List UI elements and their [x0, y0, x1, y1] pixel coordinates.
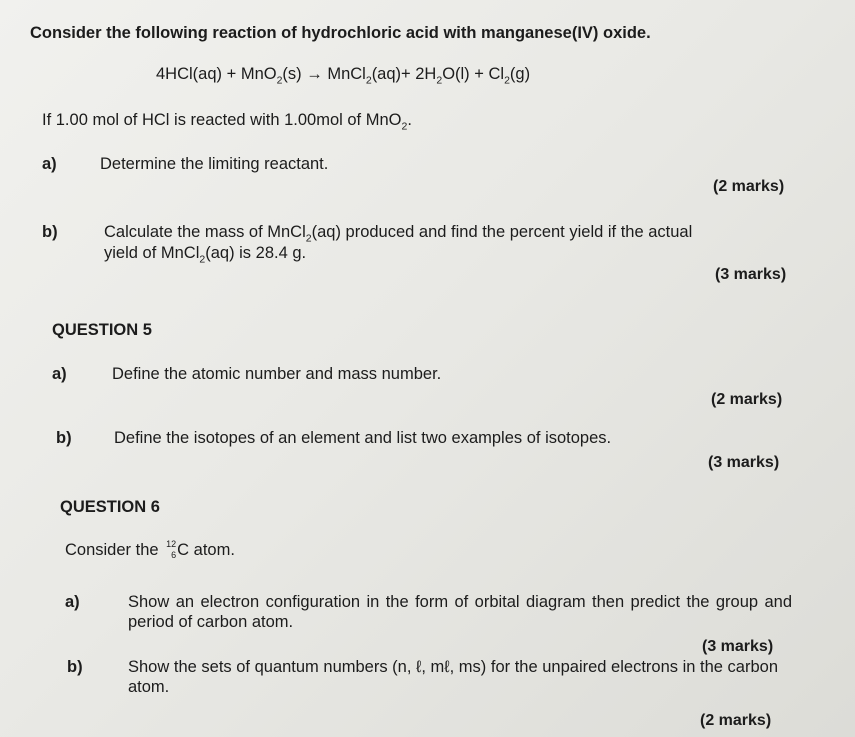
q6a-text: Show an electron configuration in the form of orbital diagram then predict the group and period of carbon atom. [128, 593, 792, 631]
intro-title: Consider the following reaction of hydrochloric acid with manganese(IV) oxide. [30, 24, 651, 42]
q4a-text: Determine the limiting reactant. [100, 155, 329, 173]
q4a-label: a) [42, 155, 57, 173]
q6-intro: Consider the 12 6 C atom. [65, 539, 235, 560]
q5b-label: b) [56, 429, 72, 447]
q4a-marks: (2 marks) [713, 178, 785, 195]
reaction-equation: 4HCl(aq) + MnO$_2$(s) → MnCl$_2$(aq)+ $2H_2O(l) + Cl_2(g)$ [156, 65, 531, 87]
q5a-label: a) [52, 365, 67, 383]
q4b-marks: (3 marks) [715, 266, 787, 283]
q6b-marks: (2 marks) [700, 712, 772, 729]
q6-heading: QUESTION 6 [60, 498, 160, 516]
carbon-nuclide: 12 6 [166, 539, 177, 560]
q6a-label: a) [65, 593, 80, 611]
q6a-marks: (3 marks) [702, 638, 774, 655]
q5b-marks: (3 marks) [708, 454, 780, 471]
q6b-text: Show the sets of quantum numbers (n, ℓ, mℓ, ms) for the unpaired electrons in the carbon atom. [128, 658, 778, 696]
q6b-label: b) [67, 658, 83, 676]
q5b-text: Define the isotopes of an element and list two examples of isotopes. [114, 429, 612, 447]
q5a-text: Define the atomic number and mass number. [112, 365, 442, 383]
q5a-marks: (2 marks) [711, 391, 783, 408]
q5-heading: QUESTION 5 [52, 321, 152, 339]
reaction-condition: If 1.00 mol of HCl is reacted with 1.00mol of MnO$_2$. [42, 111, 412, 133]
q4b-line2: yield of MnCl$_2$(aq) is 28.4 g. [104, 244, 307, 266]
q4b-label: b) [42, 223, 58, 241]
q4b-line1: Calculate the mass of MnCl$_2$(aq) produced and find the percent yield if the actual [104, 223, 693, 245]
